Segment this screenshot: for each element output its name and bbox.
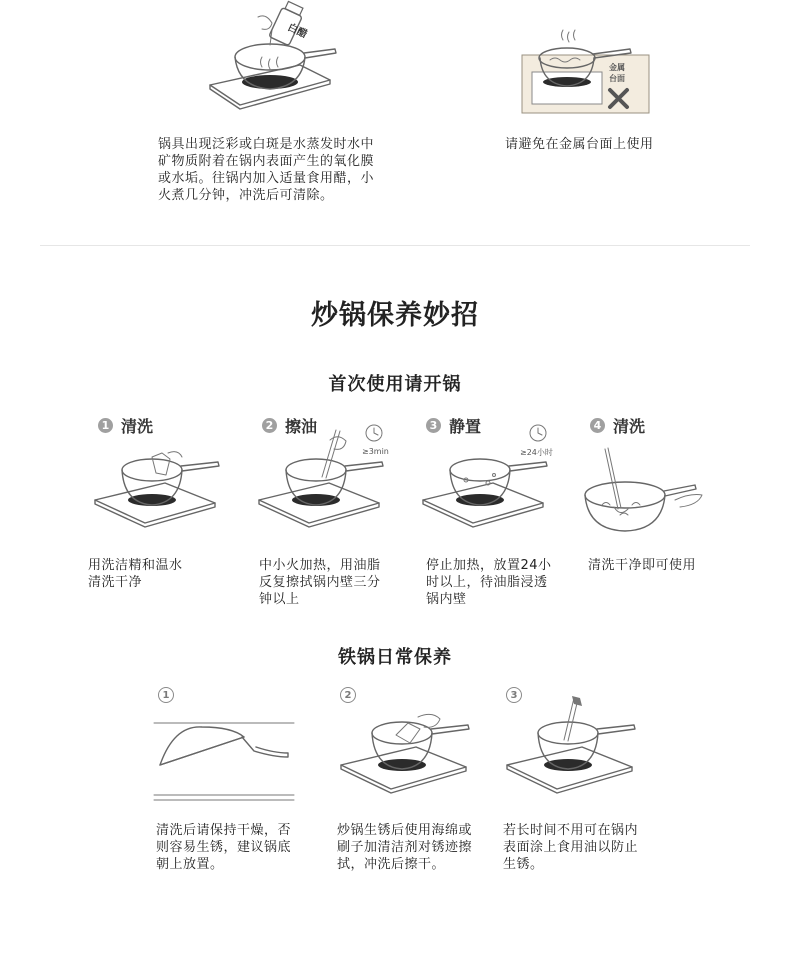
upside-down-pan-illustration: [154, 715, 299, 810]
daily-step-number: 1: [158, 687, 174, 703]
step-text-line: 清洗干净即可使用: [588, 558, 697, 573]
oil-coat-pan-illustration: [502, 690, 647, 805]
oil-pan-illustration: [254, 425, 394, 545]
metal-tip-line: 请避免在金属台面上使用: [505, 137, 654, 152]
step-title-label: 清洗: [121, 417, 154, 436]
metal-surface-illustration: [505, 10, 655, 120]
step-number-badge: 3: [426, 418, 441, 433]
step-text-line: 刷子加清洁剂对锈迹擦: [337, 840, 473, 855]
metal-tag-line: 金属: [609, 63, 625, 72]
step-text-line: 生锈。: [503, 857, 544, 872]
step-title-label: 擦油: [285, 417, 318, 436]
first-use-step-text: [588, 557, 696, 574]
step-title-label: 静置: [449, 417, 482, 436]
section-title: 炒锅保养妙招: [311, 300, 479, 331]
first-use-step-title: [98, 414, 153, 437]
stain-tip-line: 锅具出现泛彩或白斑是水蒸发时水中: [158, 137, 375, 152]
daily-step-number: 2: [340, 687, 356, 703]
step-text-line: 清洗干净: [88, 575, 143, 590]
step-text-line: 停止加热，放置24小: [426, 558, 552, 573]
brush-pan-illustration: [580, 445, 710, 545]
step-text-line: 清洗后请保持干燥，否: [156, 823, 292, 838]
rest-pan-illustration: [418, 425, 558, 545]
first-use-step-text: [426, 557, 552, 608]
stain-tip-text: [158, 136, 374, 204]
rest-timer-label: ≥24小时: [520, 448, 553, 457]
first-use-step-text: [259, 557, 381, 608]
daily-step-text: [503, 822, 638, 873]
first-use-step-title: [590, 414, 645, 437]
daily-step-number: 3: [506, 687, 522, 703]
vinegar-bottle-label: 白醋: [285, 22, 309, 41]
metal-tag-line: 台面: [609, 74, 625, 83]
step-text-line: 炒锅生锈后使用海绵或: [337, 823, 473, 838]
step-title-label: 清洗: [613, 417, 646, 436]
step-text-line: 钟以上: [259, 592, 300, 607]
vinegar-pan-illustration: [200, 5, 350, 115]
step-text-line: 表面涂上食用油以防止: [503, 840, 639, 855]
scrub-pan-illustration: [336, 705, 481, 805]
daily-care-heading: 铁锅日常保养: [338, 647, 452, 668]
step-number-badge: 1: [98, 418, 113, 433]
step-text-line: 锅内壁: [426, 592, 467, 607]
step-number-badge: 2: [262, 418, 277, 433]
stain-tip-line: 矿物质附着在锅内表面产生的氧化膜: [158, 154, 375, 169]
oil-timer-label: ≥3min: [362, 447, 389, 456]
first-use-heading: 首次使用请开锅: [328, 374, 462, 395]
step-number-badge: 4: [590, 418, 605, 433]
step-text-line: 反复擦拭锅内壁三分: [259, 575, 381, 590]
step-text-line: 中小火加热，用油脂: [259, 558, 381, 573]
step-text-line: 用洗洁精和温水: [88, 558, 183, 573]
step-text-line: 则容易生锈，建议锅底: [156, 840, 292, 855]
metal-surface-tag: [609, 62, 625, 84]
stain-tip-line: 或水垢。往锅内加入适量食用醋，小: [158, 171, 375, 186]
section-divider: [40, 245, 750, 246]
first-use-step-text: [88, 557, 183, 591]
step-text-line: 时以上，待油脂浸透: [426, 575, 548, 590]
step-text-line: 若长时间不用可在锅内: [503, 823, 639, 838]
daily-step-text: [337, 822, 472, 873]
stain-tip-line: 火煮几分钟，冲洗后可清除。: [158, 188, 334, 203]
wash-pan-illustration: [90, 445, 230, 545]
step-text-line: 朝上放置。: [156, 857, 224, 872]
daily-step-text: [156, 822, 291, 873]
step-text-line: 拭，冲洗后擦干。: [337, 857, 446, 872]
metal-tip-text: [505, 136, 654, 153]
